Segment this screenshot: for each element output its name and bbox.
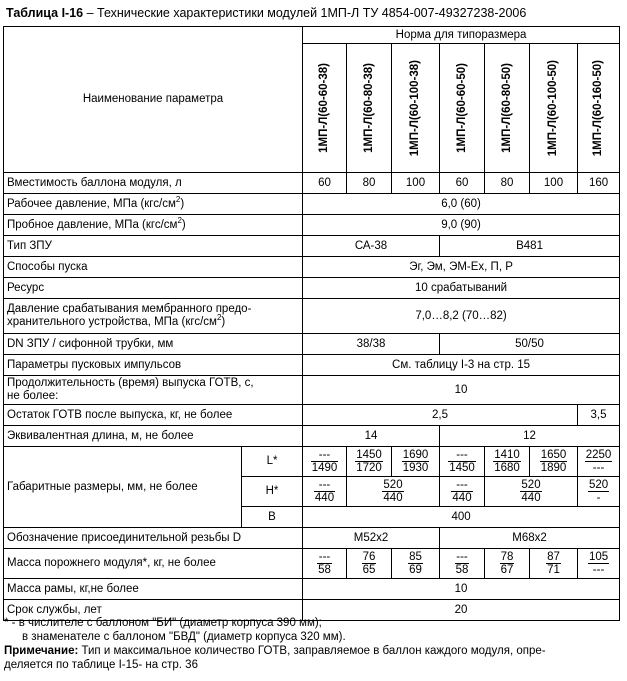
cell-value: 10 срабатываний (303, 278, 620, 299)
model-header: 1МП-Л(60-60-38) (303, 44, 347, 173)
row-label: Габаритные размеры, мм, не более (4, 447, 242, 528)
cell-value: $\frac{1650}{1890}$ (530, 447, 578, 477)
cell-value: $\frac{---}{440}$ (440, 477, 485, 507)
table-title (6, 6, 526, 20)
cell-value: 80 (347, 173, 392, 194)
row-label: Рабочее давление, МПа $(кгс/см^2)$ (4, 194, 303, 215)
cell-value: 100 (530, 173, 578, 194)
note: Примечание: Тип и максимальное количество ГОТВ, заправляемое в баллон каждого модуля, опре- (4, 645, 546, 657)
dim-name: H* (242, 477, 303, 507)
cell-value: $\frac{---}{440}$ (303, 477, 347, 507)
cell-value: 10 (303, 579, 620, 600)
cell-value: 3,5 (578, 405, 620, 426)
row-label: Обозначение присоединительной резьбы D (4, 528, 303, 549)
row-label: Пробное давление, МПа $(кгс/см^2)$ (4, 215, 303, 236)
cell-value: $\frac{1410}{1680}$ (485, 447, 530, 477)
cell-value: 9,0 (90) (303, 215, 620, 236)
cell-value: $\frac{85}{69}$ (392, 549, 440, 579)
model-header: 1МП-Л(60-60-50) (440, 44, 485, 173)
cell-value: $\frac{---}{58}$ (303, 549, 347, 579)
table-row (4, 257, 620, 278)
cell-value: 14 (303, 426, 440, 447)
cell-value: 160 (578, 173, 620, 194)
row-label: Давление срабатывания мембранного предо- хранительного устройства, МПа $(кгс/см^2)$ (4, 299, 303, 334)
table-row (4, 528, 620, 549)
table-row (4, 549, 620, 579)
cell-value: $\frac{520}{440}$ (485, 477, 578, 507)
model-header: 1МП-Л(60-100-50) (530, 44, 578, 173)
row-label: Масса порожнего модуля*, кг, не более (4, 549, 303, 579)
cell-value: $\frac{520}{-}$ (578, 477, 620, 507)
cell-value: СА-38 (303, 236, 440, 257)
table-row (4, 376, 620, 405)
row-label: Тип ЗПУ (4, 236, 303, 257)
model-header: 1МП-Л(60-100-38) (392, 44, 440, 173)
cell-value: 100 (392, 173, 440, 194)
row-label: Способы пуска (4, 257, 303, 278)
table-row (4, 426, 620, 447)
cell-value: $\frac{1450}{1720}$ (347, 447, 392, 477)
row-label: Продолжительность (время) выпуска ГОТВ, с, не более: (4, 376, 303, 405)
cell-value: 10 (303, 376, 620, 405)
cell-value: 50/50 (440, 334, 620, 355)
cell-value: Эг, Эм, ЭМ-Ех, П, Р (303, 257, 620, 278)
table-row (4, 579, 620, 600)
table-row (4, 173, 620, 194)
row-label: Масса рамы, кг,не более (4, 579, 303, 600)
cell-value: $\frac{87}{71}$ (530, 549, 578, 579)
table-row (4, 236, 620, 257)
cell-value: В481 (440, 236, 620, 257)
cell-value: $\frac{---}{58}$ (440, 549, 485, 579)
cell-value: $\frac{1690}{1930}$ (392, 447, 440, 477)
model-header: 1МП-Л(60-160-50) (578, 44, 620, 173)
dim-name: L* (242, 447, 303, 477)
cell-value: М68х2 (440, 528, 620, 549)
param-header: Наименование параметра (4, 27, 303, 173)
cell-value: 6,0 (60) (303, 194, 620, 215)
row-label: Ресурс (4, 278, 303, 299)
model-header: 1МП-Л(60-80-50) (485, 44, 530, 173)
footnotes (4, 616, 620, 672)
table-row (4, 355, 620, 376)
dim-name: B (242, 507, 303, 528)
cell-value: 2,5 (303, 405, 578, 426)
table-caption: – Технические характеристики модулей 1МП-Л ТУ 4854-007-49327238-2006 (83, 6, 527, 20)
cell-value: 38/38 (303, 334, 440, 355)
table-row (4, 447, 620, 477)
table-row (4, 194, 620, 215)
row-label: DN ЗПУ / сифонной трубки, мм (4, 334, 303, 355)
table-row (4, 299, 620, 334)
row-label: Срок службы, лет (4, 600, 303, 621)
row-label: Вместимость баллона модуля, л (4, 173, 303, 194)
cell-value: $\frac{---}{1490}$ (303, 447, 347, 477)
norm-header: Норма для типоразмера (303, 27, 620, 44)
cell-value: 400 (303, 507, 620, 528)
cell-value: $\frac{---}{1450}$ (440, 447, 485, 477)
footnote: в знаменателе с баллоном "БВД" (диаметр корпуса 320 мм). (22, 631, 346, 643)
table-row (4, 278, 620, 299)
table-row (4, 215, 620, 236)
row-label: Эквивалентная длина, м, не более (4, 426, 303, 447)
row-label: Параметры пусковых импульсов (4, 355, 303, 376)
cell-value: 20 (303, 600, 620, 621)
model-header: 1МП-Л(60-80-38) (347, 44, 392, 173)
cell-value: $\frac{2250}{---}$ (578, 447, 620, 477)
cell-value: См. таблицу I-3 на стр. 15 (303, 355, 620, 376)
cell-value: 12 (440, 426, 620, 447)
cell-value: 80 (485, 173, 530, 194)
table-number: Таблица I-16 (6, 6, 84, 20)
cell-value: 60 (303, 173, 347, 194)
cell-value: $\frac{105}{---}$ (578, 549, 620, 579)
cell-value: $\frac{78}{67}$ (485, 549, 530, 579)
row-label: Остаток ГОТВ после выпуска, кг, не более (4, 405, 303, 426)
cell-value: 7,0…8,2 (70…82) (303, 299, 620, 334)
cell-value: $\frac{76}{65}$ (347, 549, 392, 579)
cell-value: $\frac{520}{440}$ (347, 477, 440, 507)
spec-table (3, 26, 620, 621)
cell-value: М52х2 (303, 528, 440, 549)
table-row (4, 334, 620, 355)
note-continued: деляется по таблице I-15- на стр. 36 (4, 659, 198, 671)
table-row (4, 405, 620, 426)
footnote: * - в числителе с баллоном "БИ" (диаметр корпуса 390 мм); (4, 617, 322, 629)
cell-value: 60 (440, 173, 485, 194)
